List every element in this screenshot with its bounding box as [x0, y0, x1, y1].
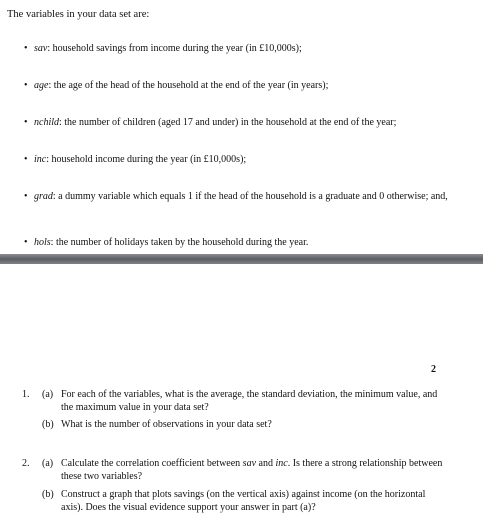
variable-item-inc: [24, 153, 454, 166]
variable-name: age: [34, 80, 49, 91]
variable-ref-sav: sav: [242, 458, 257, 469]
bullet-icon: •: [24, 117, 28, 128]
part-text: Construct a graph that plots savings (on the vertical axis) against income (on the horizontal axis). Does the visual evidence support your answer in part (a)?: [61, 489, 426, 513]
variable-ref-inc: inc: [275, 458, 288, 469]
variable-name: inc: [34, 154, 47, 165]
part-text: For each of the variables, what is the average, the standard deviation, the minimum value, and the maximum value in your data set?: [61, 389, 438, 413]
variable-item-nchild: [24, 116, 454, 129]
part-label: (b): [42, 489, 54, 500]
bullet-icon: •: [24, 80, 28, 91]
bullet-icon: •: [24, 154, 28, 165]
variable-name: hols: [34, 237, 51, 248]
variable-list: [24, 42, 454, 248]
variable-desc: : household savings from income during the year (in £10,000s);: [47, 43, 302, 54]
variable-desc: : the age of the head of the household at the end of the year (in years);: [48, 80, 329, 91]
part-label: (a): [42, 458, 54, 469]
variable-item-sav: [24, 42, 454, 55]
variable-name: nchild: [34, 117, 59, 128]
part-label: (a): [42, 389, 54, 400]
variable-item-grad: [24, 190, 454, 203]
variable-name: grad: [34, 191, 53, 202]
part-text: What is the number of observations in your data set?: [61, 419, 272, 430]
part-text: [61, 457, 443, 483]
bullet-icon: •: [24, 237, 28, 248]
part-text-post: . Is there a strong relationship between these two variables?: [61, 458, 443, 482]
part-label: (b): [42, 419, 54, 430]
question-number: 2.: [22, 458, 30, 469]
bullet-icon: •: [24, 43, 28, 54]
variable-desc: : the number of children (aged 17 and under) in the household at the end of the year;: [59, 117, 397, 128]
question-number: 1.: [22, 389, 30, 400]
part-text-pre: Calculate the correlation coefficient between: [61, 458, 243, 469]
page-number: 2: [431, 364, 436, 375]
variable-desc: : household income during the year (in £10,000s);: [46, 154, 247, 165]
variable-name: sav: [34, 43, 48, 54]
intro-text: The variables in your data set are:: [7, 9, 150, 20]
variable-desc: : a dummy variable which equals 1 if the head of the household is a graduate and 0 otherwise; and,: [52, 191, 448, 202]
page-divider: [0, 254, 483, 264]
bullet-icon: •: [24, 191, 28, 202]
part-text-mid: and: [256, 458, 276, 469]
variable-item-hols: [24, 236, 454, 249]
variable-item-age: [24, 79, 454, 92]
variable-desc: : the number of holidays taken by the household during the year.: [50, 237, 309, 248]
